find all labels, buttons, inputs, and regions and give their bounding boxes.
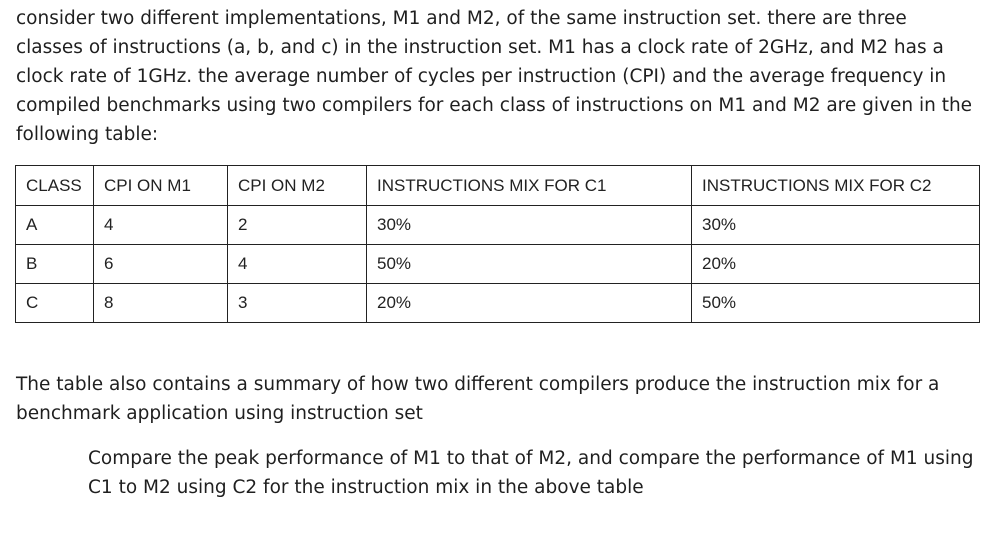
header-cpi-m1: CPI ON M1 bbox=[94, 166, 228, 206]
header-mix-c2: INSTRUCTIONS MIX FOR C2 bbox=[692, 166, 980, 206]
cell-class: B bbox=[16, 245, 94, 284]
cell-cpi-m2: 3 bbox=[228, 284, 367, 323]
header-mix-c1: INSTRUCTIONS MIX FOR C1 bbox=[367, 166, 692, 206]
cpi-table bbox=[15, 165, 980, 323]
cell-mix-c2: 30% bbox=[692, 206, 980, 245]
cell-class: A bbox=[16, 206, 94, 245]
table-row bbox=[16, 206, 980, 245]
question-paragraph: Compare the peak performance of M1 to that of M2, and compare the performance of M1 using C1 to M2 using C2 for the instruction mix in the above table bbox=[88, 448, 974, 498]
intro-paragraph: consider two different implementations, M1 and M2, of the same instruction set. there are three classes of instructions (a, b, and c) in the instruction set. M1 has a clock rate of 2GHz, and M2 has a clock rate of 1GHz. the average number of cycles per instruction (CPI) and the average frequency in compiled benchmarks using two compilers for each class of instructions on M1 and M2 are given in the following table: bbox=[16, 8, 973, 145]
cell-cpi-m2: 2 bbox=[228, 206, 367, 245]
cell-mix-c1: 30% bbox=[367, 206, 692, 245]
cell-cpi-m1: 4 bbox=[94, 206, 228, 245]
cell-mix-c1: 20% bbox=[367, 284, 692, 323]
cell-cpi-m2: 4 bbox=[228, 245, 367, 284]
cell-mix-c2: 50% bbox=[692, 284, 980, 323]
cell-mix-c2: 20% bbox=[692, 245, 980, 284]
summary-paragraph: The table also contains a summary of how two different compilers produce the instruction mix for a benchmark application using instruction set bbox=[16, 374, 940, 424]
header-class: CLASS bbox=[16, 166, 94, 206]
cell-cpi-m1: 6 bbox=[94, 245, 228, 284]
header-cpi-m2: CPI ON M2 bbox=[228, 166, 367, 206]
cell-cpi-m1: 8 bbox=[94, 284, 228, 323]
table-row bbox=[16, 284, 980, 323]
table-row bbox=[16, 245, 980, 284]
cell-mix-c1: 50% bbox=[367, 245, 692, 284]
cell-class: C bbox=[16, 284, 94, 323]
table-header-row bbox=[16, 166, 980, 206]
